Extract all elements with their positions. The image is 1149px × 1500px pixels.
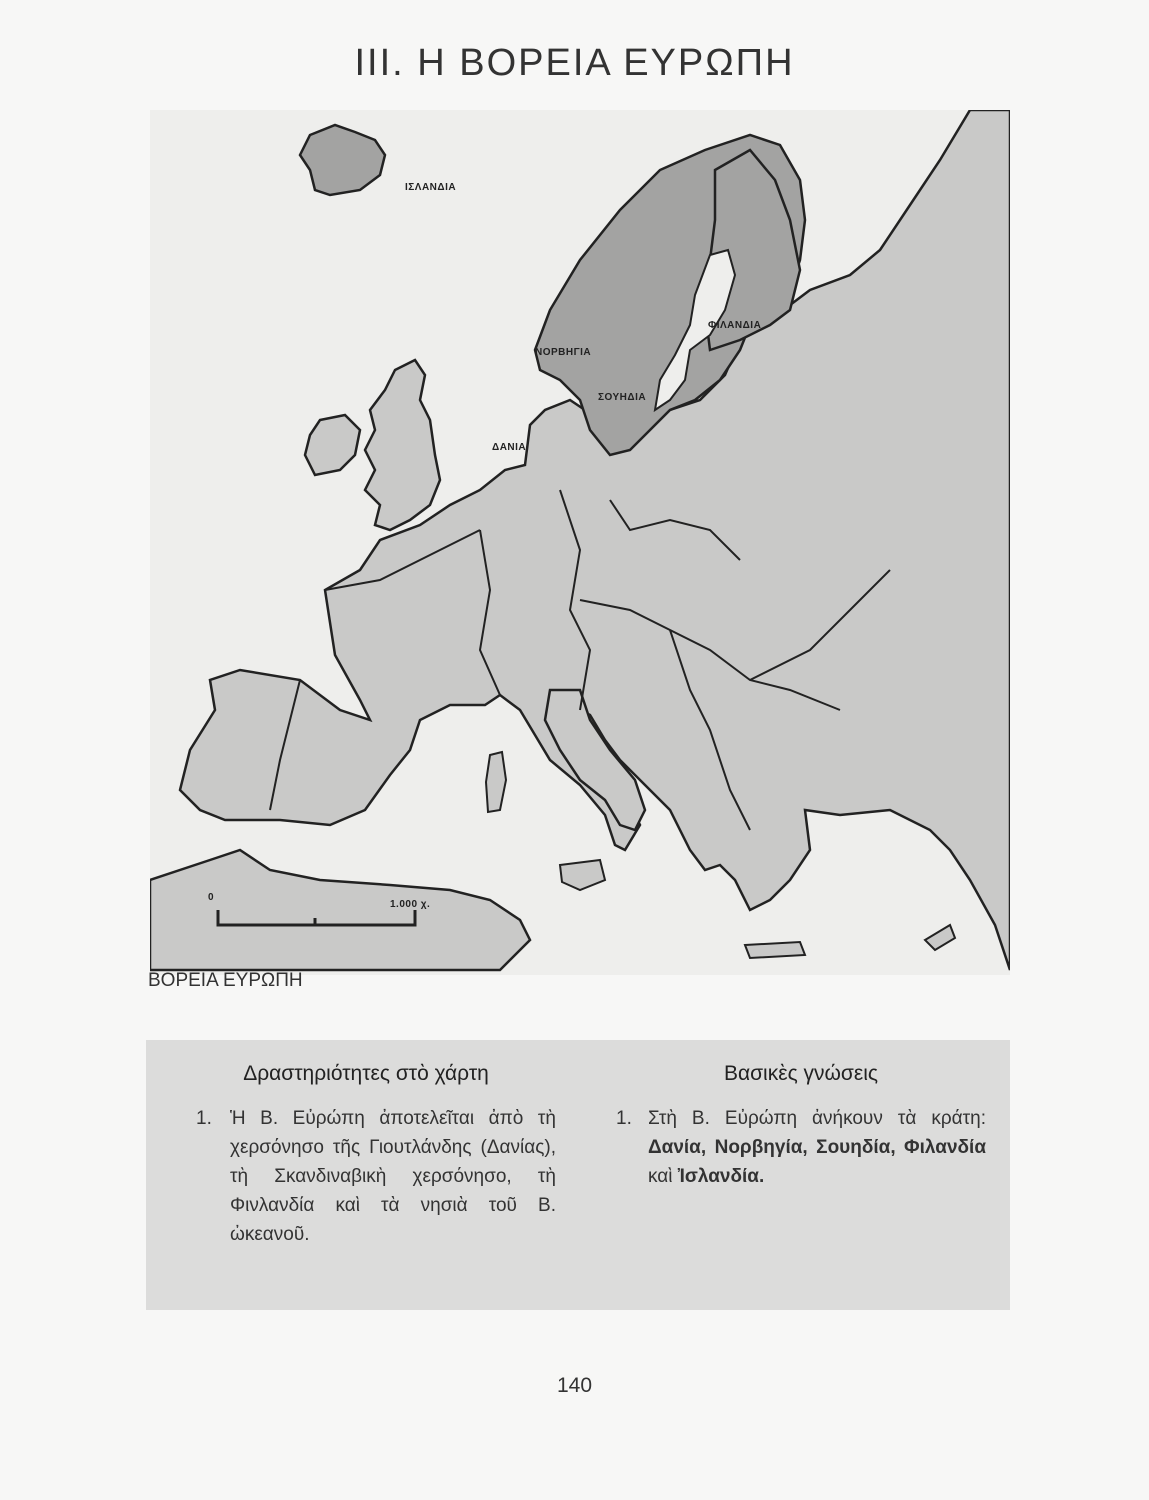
scale-zero: 0	[208, 892, 215, 903]
knowledge-item-text	[648, 1104, 986, 1191]
activities-item-number: 1.	[196, 1108, 212, 1129]
knowledge-conjunction: καὶ	[648, 1166, 673, 1187]
activities-item	[176, 1104, 556, 1249]
knowledge-item	[616, 1104, 986, 1191]
page-title: III. Η ΒΟΡΕΙΑ ΕΥΡΩΠΗ	[354, 42, 795, 84]
label-iceland: ΙΣΛΑΝΔΙΑ	[405, 182, 457, 193]
label-finland: ΦΙΛΑΝΔΙΑ	[708, 320, 762, 331]
ireland-region	[305, 415, 360, 475]
knowledge-column	[616, 1040, 986, 1191]
knowledge-last-country: Ἰσλανδία.	[677, 1166, 765, 1187]
crete-region	[745, 942, 805, 958]
scale-max: 1.000 χ.	[390, 899, 431, 910]
great-britain-region	[365, 360, 440, 530]
cyprus-region	[925, 925, 955, 950]
activities-column	[176, 1040, 556, 1249]
page-number: 140	[556, 1374, 593, 1397]
north-africa-region	[150, 850, 530, 970]
label-norway: ΝΟΡΒΗΓΙΑ	[535, 347, 592, 358]
europe-map	[150, 110, 1010, 975]
knowledge-item-number: 1.	[616, 1108, 632, 1129]
knowledge-title: Βασικὲς γνώσεις	[723, 1062, 879, 1085]
knowledge-intro: Στὴ Β. Εὐρώπη ἀνήκουν τὰ κράτη:	[648, 1108, 986, 1129]
map-caption: ΒΟΡΕΙΑ ΕΥΡΩΠΗ	[148, 970, 303, 991]
map-drawing	[150, 110, 1010, 975]
continental-europe-region	[180, 110, 1010, 970]
sardinia-region	[486, 752, 506, 812]
activities-title: Δραστηριότητες στὸ χάρτη	[243, 1062, 489, 1085]
activities-knowledge-panel	[146, 1040, 1010, 1310]
knowledge-countries: Δανία, Νορβηγία, Σουηδία, Φιλανδία	[648, 1137, 986, 1158]
sicily-region	[560, 860, 605, 890]
label-sweden: ΣΟΥΗΔΙΑ	[598, 392, 647, 403]
iceland-region	[300, 125, 385, 195]
label-denmark: ΔΑΝΙΑ	[492, 442, 527, 453]
activities-item-text: Ἡ Β. Εὐρώπη ἀποτελεῖται ἀπὸ τὴ χερσόνησο τῆς Γιουτλάνδης (Δανίας), τὴ Σκανδιναβικὴ χερσόνησο, τὴ Φινλανδία καὶ τὰ νησιὰ τοῦ Β. ὠκεανοῦ.	[230, 1108, 556, 1245]
